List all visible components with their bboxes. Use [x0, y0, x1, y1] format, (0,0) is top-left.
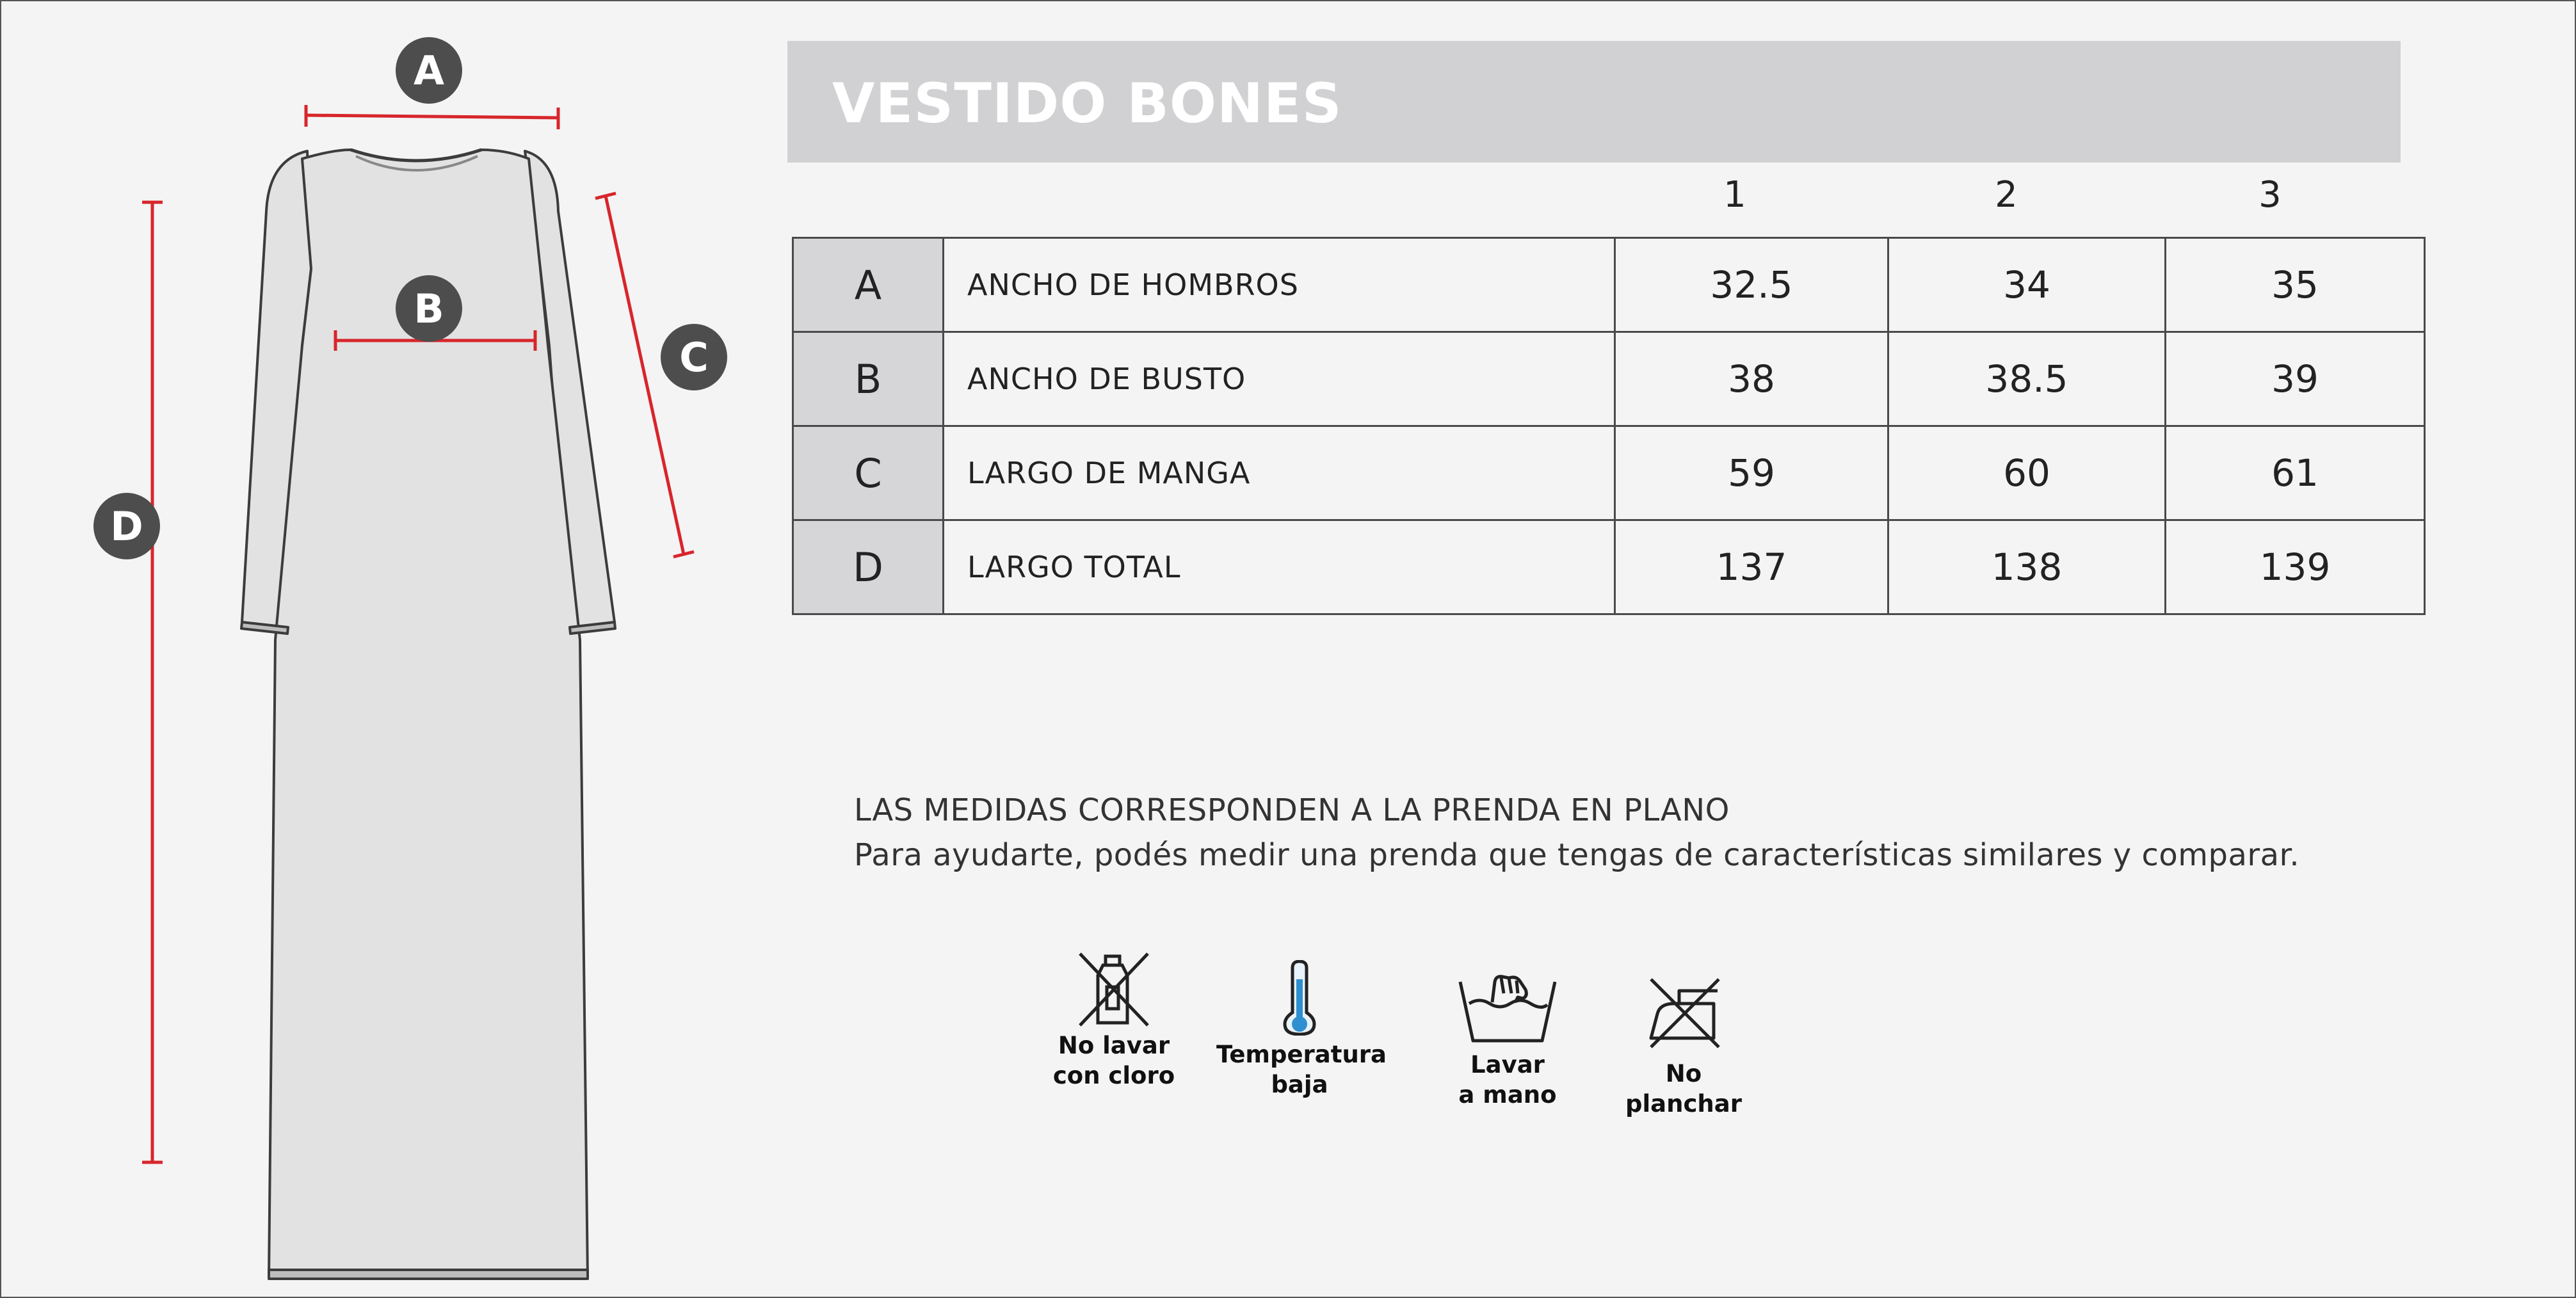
care-label: con cloro — [1052, 1062, 1175, 1090]
table-row — [793, 426, 2425, 520]
title-bar — [787, 41, 2401, 163]
care-no-bleach — [1050, 947, 1178, 1091]
row-value: 138 — [1888, 520, 2166, 614]
row-value: 137 — [1615, 520, 1888, 614]
row-letter: B — [793, 332, 944, 426]
svg-text:D: D — [110, 503, 143, 550]
measure-note-heading: LAS MEDIDAS CORRESPONDEN A LA PRENDA EN PLANO — [854, 792, 1730, 828]
thermometer-icon — [1277, 960, 1322, 1036]
svg-text:A: A — [414, 47, 444, 94]
row-value: 38.5 — [1888, 332, 2166, 426]
marker-d — [93, 493, 160, 559]
row-letter: C — [793, 426, 944, 520]
row-label: ANCHO DE HOMBROS — [944, 238, 1615, 332]
care-label: Lavar — [1470, 1051, 1545, 1078]
row-value: 139 — [2166, 520, 2425, 614]
row-value: 38 — [1615, 332, 1888, 426]
dress-diagram — [0, 0, 794, 1298]
marker-a — [396, 37, 462, 104]
product-title: VESTIDO BONES — [832, 72, 1342, 136]
care-label: Temperatura — [1216, 1041, 1387, 1068]
row-value: 60 — [1888, 426, 2166, 520]
svg-text:B: B — [414, 285, 444, 332]
size-header-3: 3 — [2258, 174, 2282, 216]
row-letter: D — [793, 520, 944, 614]
svg-text:C: C — [679, 334, 709, 381]
measure-note-hint: Para ayudarte, podés medir una prenda que tengas de características similares y comparar. — [854, 837, 2300, 873]
hand-wash-icon — [1456, 968, 1559, 1045]
table-row — [793, 332, 2425, 426]
care-label: baja — [1271, 1071, 1328, 1099]
care-label: No planchar — [1625, 1060, 1742, 1118]
table-row — [793, 520, 2425, 614]
row-value: 59 — [1615, 426, 1888, 520]
marker-b — [396, 275, 462, 342]
care-hand-wash — [1440, 968, 1575, 1110]
size-table — [792, 237, 2426, 615]
marker-c — [661, 324, 727, 390]
row-label: LARGO TOTAL — [944, 520, 1615, 614]
row-value: 34 — [1888, 238, 2166, 332]
care-low-temperature — [1216, 960, 1387, 1100]
size-header-2: 2 — [1995, 174, 2018, 216]
row-value: 32.5 — [1615, 238, 1888, 332]
size-header-1: 1 — [1723, 174, 1746, 216]
row-label: LARGO DE MANGA — [944, 426, 1615, 520]
table-row — [793, 238, 2425, 332]
care-no-iron — [1613, 975, 1754, 1119]
no-bleach-icon — [1072, 947, 1155, 1030]
row-label: ANCHO DE BUSTO — [944, 332, 1615, 426]
care-label: No lavar — [1058, 1032, 1170, 1059]
no-iron-icon — [1642, 975, 1725, 1051]
row-value: 39 — [2166, 332, 2425, 426]
care-label: a mano — [1458, 1081, 1557, 1109]
row-value: 61 — [2166, 426, 2425, 520]
row-letter: A — [793, 238, 944, 332]
row-value: 35 — [2166, 238, 2425, 332]
